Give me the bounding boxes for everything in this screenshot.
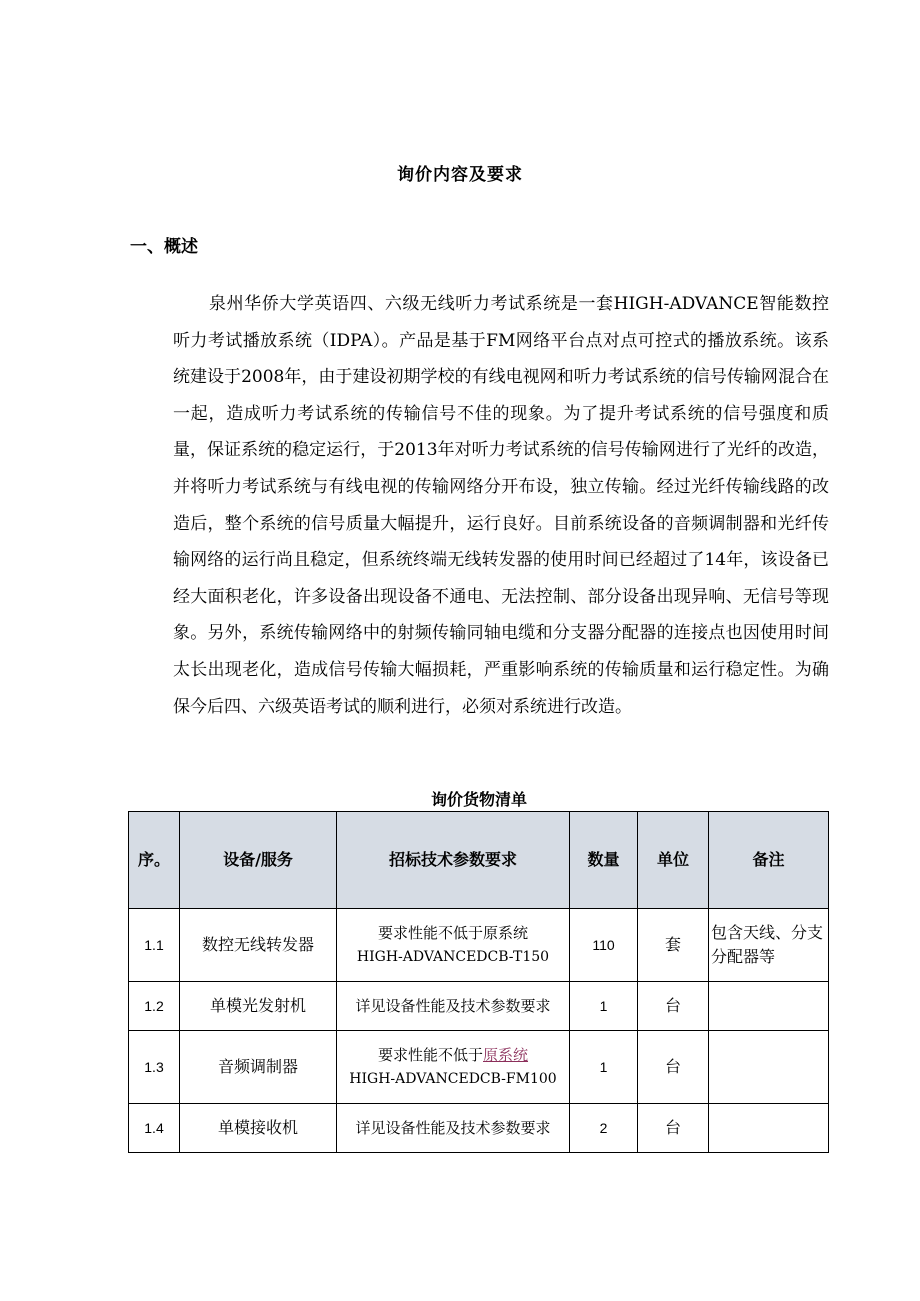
header-unit: 单位 [638,812,709,909]
table-row [129,909,829,982]
header-device: 设备/服务 [180,812,337,909]
cell-remark [709,1031,829,1104]
original-system-link[interactable]: 原系统 [483,1046,529,1064]
cell-remark [709,1104,829,1153]
cell-remark: 包含天线、分支分配器等 [709,909,829,982]
cell-qty: 1 [570,982,638,1031]
spec-prefix: 要求性能不低于 [377,1046,483,1064]
spec-line-2: HIGH-ADVANCEDCB-FM100 [349,1071,557,1087]
cell-device: 单模接收机 [180,1104,337,1153]
cell-qty: 110 [570,909,638,982]
table-title: 询价货物清单 [430,790,527,809]
table-row [129,982,829,1031]
table-header-row [129,812,829,909]
section-heading-overview: 一、概述 [130,237,198,257]
header-spec: 招标技术参数要求 [337,812,570,909]
cell-qty: 2 [570,1104,638,1153]
cell-unit: 台 [638,982,709,1031]
cell-spec [337,1031,570,1104]
cell-spec [337,909,570,982]
header-remark: 备注 [709,812,829,909]
spec-line-1 [339,1043,567,1067]
cell-qty: 1 [570,1031,638,1104]
cell-device: 音频调制器 [180,1031,337,1104]
spec-line-2: HIGH-ADVANCEDCB-T150 [356,949,550,965]
cell-seq: 1.4 [129,1104,180,1153]
cell-device: 单模光发射机 [180,982,337,1031]
cell-seq: 1.1 [129,909,180,982]
goods-table [128,811,829,1153]
table-row [129,1104,829,1153]
cell-spec: 详见设备性能及技术参数要求 [337,1104,570,1153]
cell-unit: 台 [638,1031,709,1104]
cell-device: 数控无线转发器 [180,909,337,982]
cell-seq: 1.2 [129,982,180,1031]
header-qty: 数量 [570,812,638,909]
cell-unit: 台 [638,1104,709,1153]
table-row [129,1031,829,1104]
cell-unit: 套 [638,909,709,982]
cell-seq: 1.3 [129,1031,180,1104]
page-title: 询价内容及要求 [397,165,523,185]
cell-remark [709,982,829,1031]
header-seq: 序。 [129,812,180,909]
cell-spec: 详见设备性能及技术参数要求 [337,982,570,1031]
spec-line-1: 要求性能不低于原系统 [377,924,528,942]
overview-paragraph: 泉州华侨大学英语四、六级无线听力考试系统是一套HIGH-ADVANCE智能数控听力考试播放系统（IDPA）。产品是基于FM网络平台点对点可控式的播放系统。该系统建设于2008年，由于建设初期学校的有线电视网和听力考试系统的信号传输网混合在一起，造成听力考试系统的传输信号不佳的现象。为了提升考试系统的信号强度和质量，保证系统的稳定运行，于2013年对听力考试系统的信号传输网进行了光纤的改造，并将听力考试系统与有线电视的传输网络分开布设，独立传输。经过光纤传输线路的改造后，整个系统的信号质量大幅提升，运行良好。目前系统设备的音频调制器和光纤传输网络的运行尚且稳定，但系统终端无线转发器的使用时间已经超过了14年，该设备已经大面积老化，许多设备出现设备不通电、无法控制、部分设备出现异响、无信号等现象。另外，系统传输网络中的射频传输同轴电缆和分支器分配器的连接点也因使用时间太长出现老化，造成信号传输大幅损耗，严重影响系统的传输质量和运行稳定性。为确保今后四、六级英语考试的顺利进行，必须对系统进行改造。 [173,294,829,717]
